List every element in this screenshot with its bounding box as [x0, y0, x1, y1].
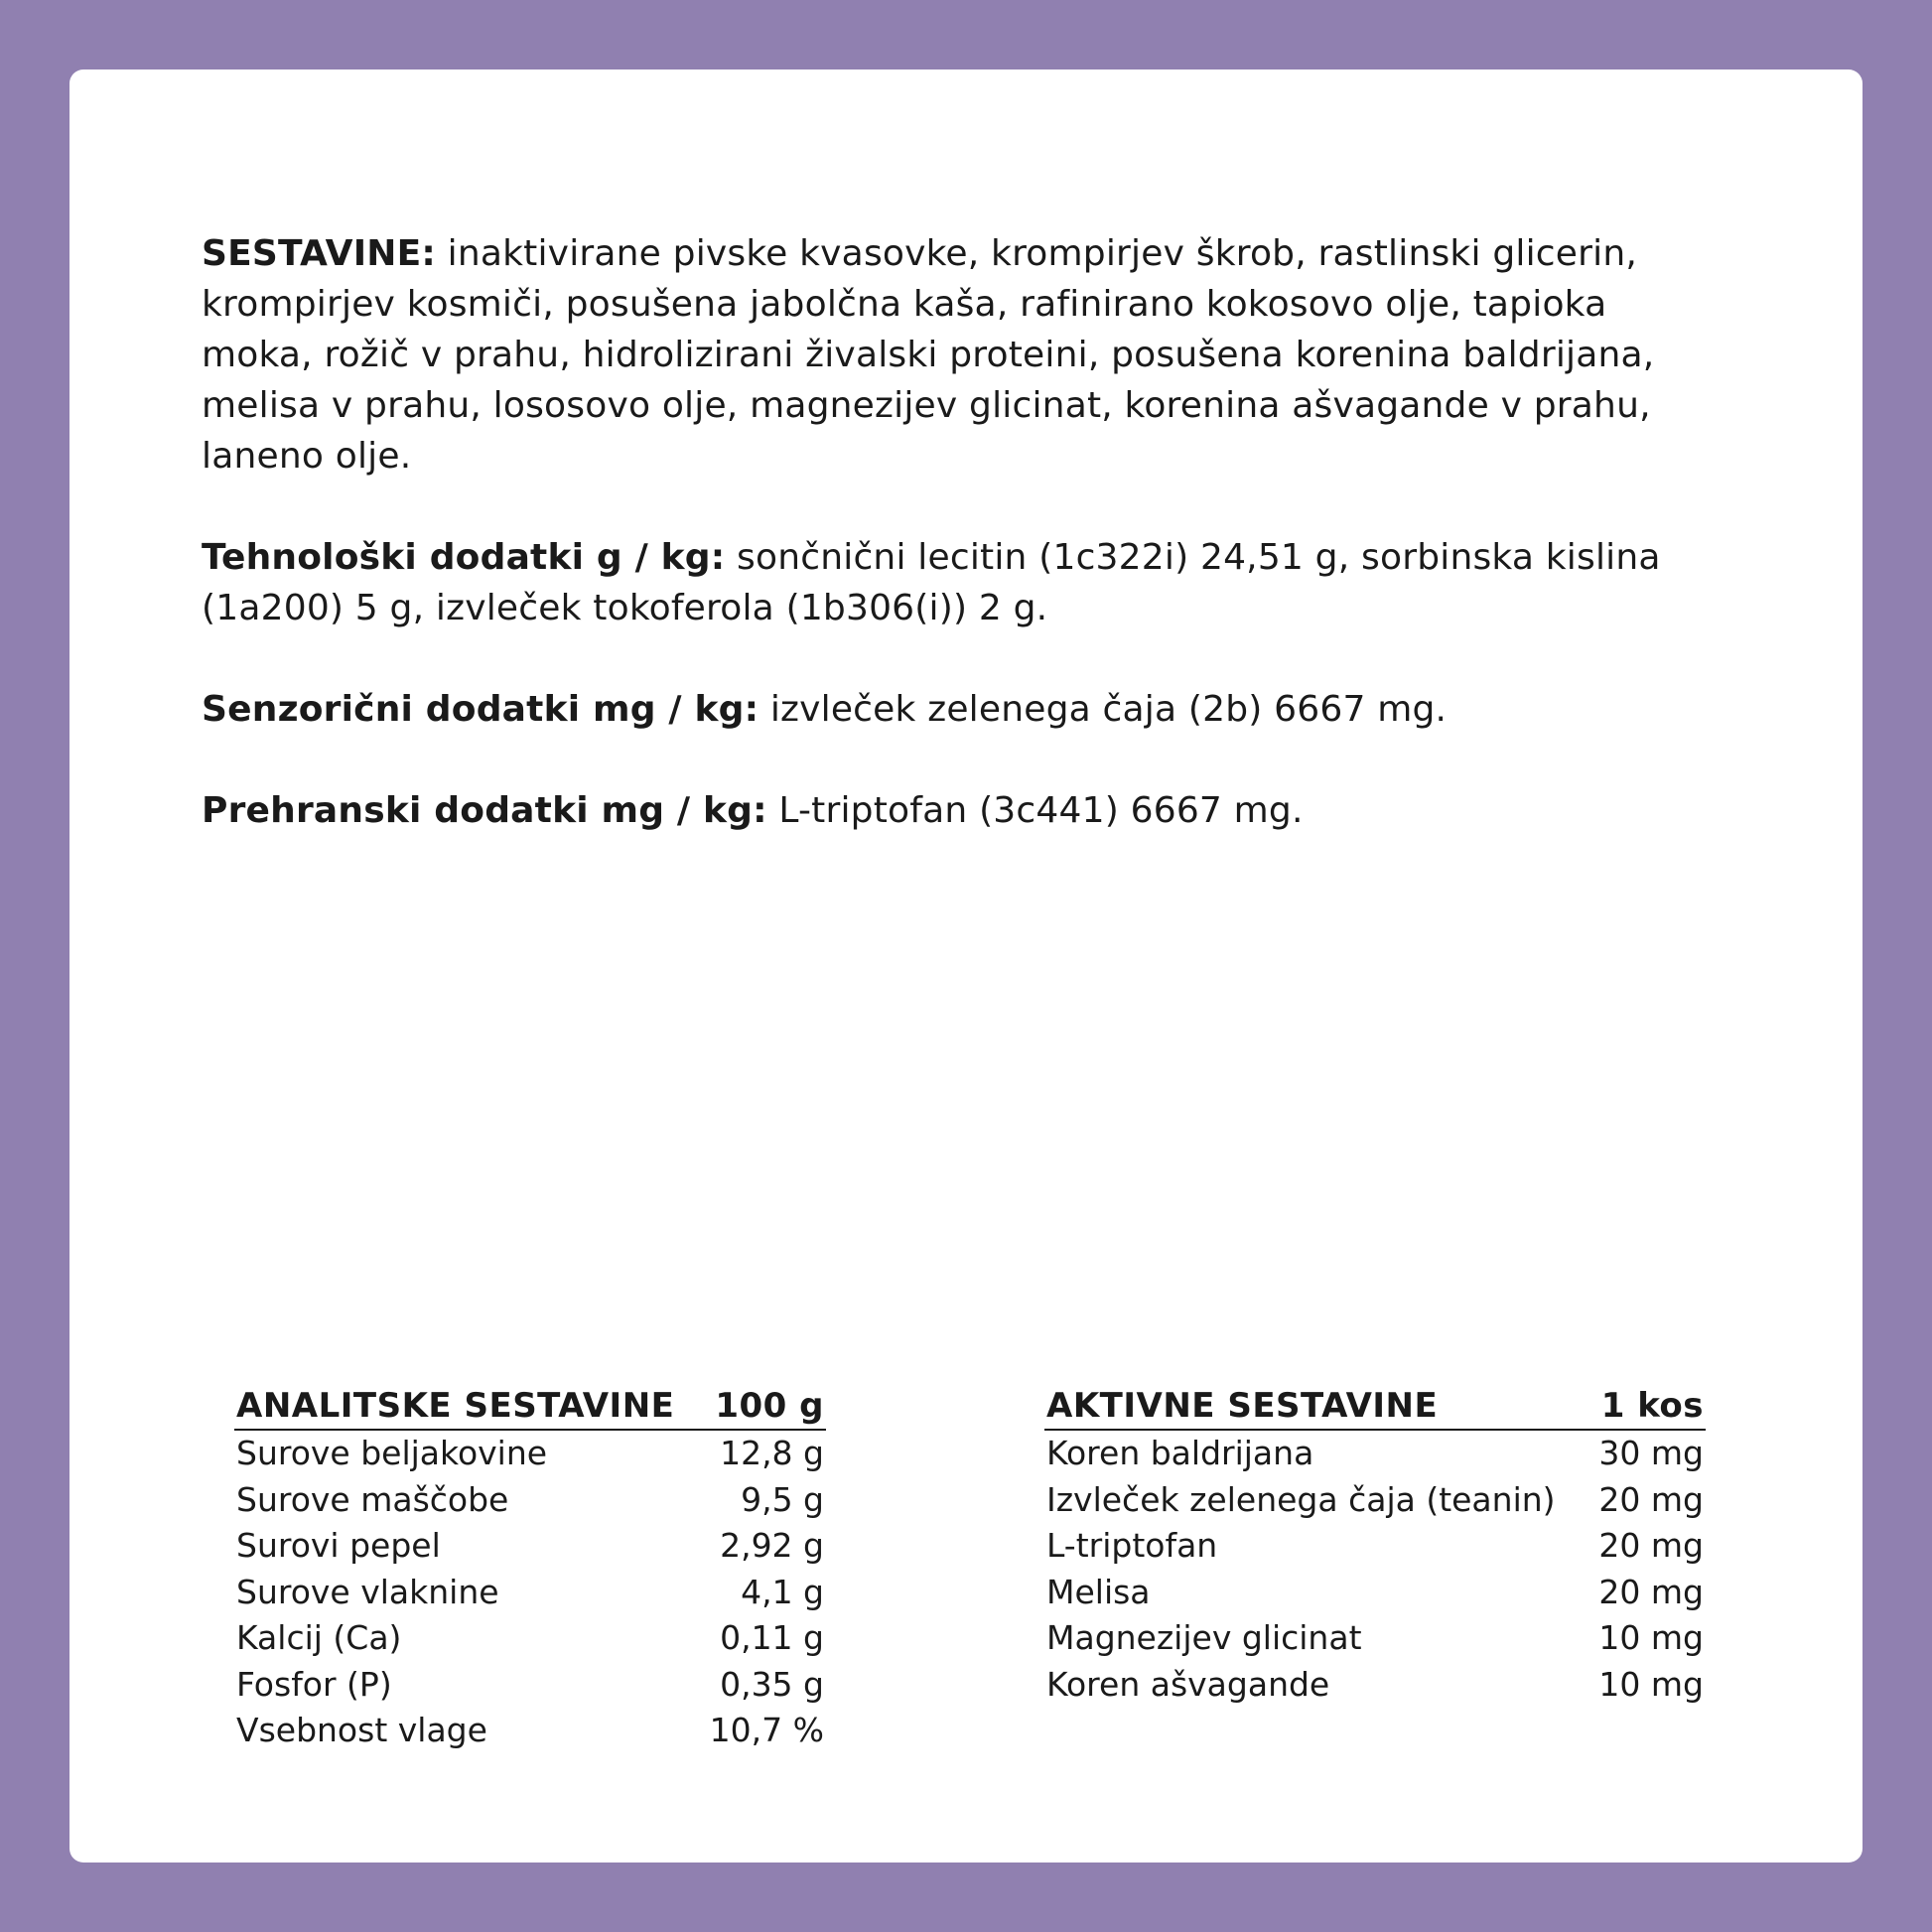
sestavine-text: inaktivirane pivske kvasovke, krompirjev škrob, rastlinski glicerin, krompirjev kosmiči, posušena jabolčna kaša, rafinirano kokosovo olje, tapioka moka, rožič v prahu, hidrolizirani živalski proteini, posušena korenina baldrijana, melisa v prahu, lososovo olje, magnezijev glicinat, korenina ašvagande v prahu, laneno olje. — [202, 233, 1655, 477]
row-value: 10,7 % — [709, 1711, 824, 1749]
analytic-table — [234, 1385, 826, 1754]
row-value: 10 mg — [1598, 1664, 1704, 1704]
table-row — [234, 1431, 826, 1477]
tehnoloski-text: sončnični lecitin (1c322i) 24,51 g, sorbinska kislina (1a200) 5 g, izvleček tokoferola (1b306(i)) 2 g. — [202, 537, 1661, 628]
analytic-table-unit: 100 g — [715, 1386, 824, 1426]
table-row — [1044, 1662, 1706, 1709]
row-value: 30 mg — [1598, 1434, 1704, 1472]
tehnoloski-paragraph — [202, 532, 1721, 633]
active-table-header — [1044, 1385, 1706, 1431]
senzoricni-paragraph — [202, 684, 1721, 735]
row-name: Melisa — [1046, 1572, 1151, 1611]
row-name: Surove vlaknine — [236, 1572, 499, 1611]
prehranski-text: L-triptofan (3c441) 6667 mg. — [766, 790, 1304, 831]
active-table — [1044, 1385, 1706, 1708]
senzoricni-label: Senzorični dodatki mg / kg: — [202, 689, 759, 730]
analytic-table-header — [234, 1385, 826, 1431]
row-name: Fosfor (P) — [236, 1664, 392, 1704]
row-name: Surovi pepel — [236, 1526, 441, 1565]
sestavine-label: SESTAVINE: — [202, 233, 436, 274]
table-row — [1044, 1615, 1706, 1662]
tehnoloski-label: Tehnološki dodatki g / kg: — [202, 537, 726, 578]
senzoricni-text: izvleček zelenega čaja (2b) 6667 mg. — [759, 689, 1448, 730]
row-value: 10 mg — [1598, 1618, 1704, 1657]
table-row — [1044, 1570, 1706, 1616]
row-name: Magnezijev glicinat — [1046, 1618, 1362, 1657]
table-row — [234, 1523, 826, 1570]
table-row — [234, 1708, 826, 1754]
row-name: Koren ašvagande — [1046, 1664, 1330, 1704]
active-table-unit: 1 kos — [1600, 1386, 1704, 1426]
active-table-title: AKTIVNE SESTAVINE — [1046, 1386, 1439, 1426]
table-row — [234, 1570, 826, 1616]
row-name: L-triptofan — [1046, 1526, 1218, 1565]
label-card — [69, 69, 1863, 1863]
row-value: 0,35 g — [720, 1664, 824, 1704]
row-value: 0,11 g — [720, 1618, 824, 1657]
prehranski-paragraph — [202, 785, 1721, 836]
table-row — [234, 1615, 826, 1662]
table-row — [1044, 1477, 1706, 1524]
row-name: Izvleček zelenega čaja (teanin) — [1046, 1479, 1556, 1519]
table-row — [1044, 1523, 1706, 1570]
row-value: 2,92 g — [720, 1526, 824, 1565]
row-value: 20 mg — [1598, 1526, 1704, 1565]
row-value: 4,1 g — [741, 1572, 824, 1611]
row-value: 20 mg — [1598, 1572, 1704, 1611]
analytic-table-title: ANALITSKE SESTAVINE — [236, 1386, 675, 1426]
row-name: Koren baldrijana — [1046, 1434, 1314, 1472]
table-row — [1044, 1431, 1706, 1477]
table-row — [234, 1477, 826, 1524]
sestavine-paragraph — [202, 228, 1721, 482]
row-value: 20 mg — [1598, 1479, 1704, 1519]
row-value: 9,5 g — [741, 1479, 824, 1519]
table-row — [234, 1662, 826, 1709]
row-name: Vsebnost vlage — [236, 1711, 487, 1749]
prehranski-label: Prehranski dodatki mg / kg: — [202, 790, 767, 831]
row-value: 12,8 g — [720, 1434, 824, 1472]
row-name: Surove maščobe — [236, 1479, 509, 1519]
ingredients-section — [202, 228, 1721, 887]
row-name: Kalcij (Ca) — [236, 1618, 402, 1657]
row-name: Surove beljakovine — [236, 1434, 548, 1472]
